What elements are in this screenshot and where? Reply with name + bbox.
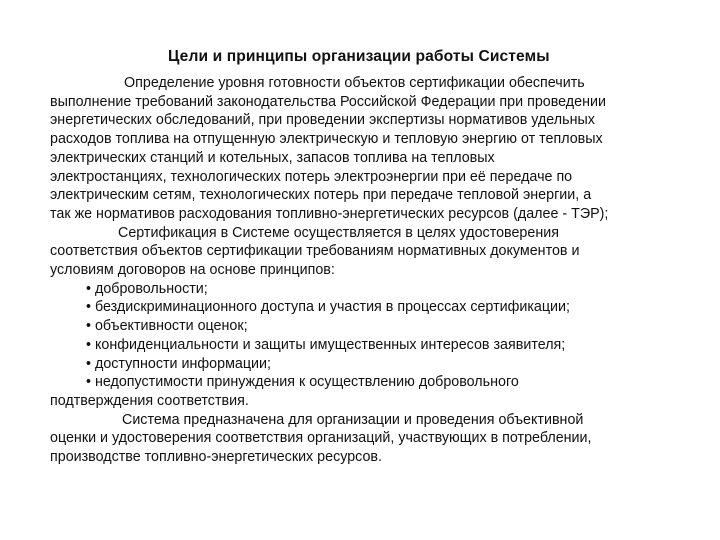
text-line: условиям договоров на основе принципов: <box>50 262 335 279</box>
list-item: • добровольности; <box>86 280 208 297</box>
list-item: • объективности оценок; <box>86 318 248 335</box>
text-line: расходов топлива на отпущенную электрическую и тепловую энергию от тепловых <box>50 131 603 148</box>
list-item: • доступности информации; <box>86 355 271 372</box>
list-item: • конфиденциальности и защиты имущественных интересов заявителя; <box>86 336 566 353</box>
list-item-continuation: подтверждения соответствия. <box>50 392 249 409</box>
text-line: соответствия объектов сертификации требованиям нормативных документов и <box>50 243 580 260</box>
text-line: электрическим сетям, технологических потерь при передаче тепловой энергии, а <box>50 187 592 204</box>
text-line: производстве топливно-энергетических ресурсов. <box>50 449 382 466</box>
text-line: электрических станций и котельных, запасов топлива на тепловых <box>50 149 495 166</box>
text-line: так же нормативов расходования топливно-энергетических ресурсов (далее - ТЭР); <box>50 205 609 222</box>
paragraph-system-purpose <box>50 411 690 467</box>
paragraph-certification <box>50 224 690 280</box>
paragraph-readiness <box>50 74 690 224</box>
text-line: электростанциях, технологических потерь электроэнергии при её передаче по <box>50 168 573 185</box>
text-line: выполнение требований законодательства Российской Федерации при проведении <box>50 93 606 110</box>
text-line: Система предназначена для организации и проведения объективной <box>122 411 584 428</box>
text-line: энергетических обследований, при проведении экспертизы нормативов удельных <box>50 112 595 129</box>
text-line: оценки и удостоверения соответствия организаций, участвующих в потреблении, <box>50 430 592 447</box>
text-line: Сертификация в Системе осуществляется в целях удостоверения <box>118 224 559 241</box>
page-title: Цели и принципы организации работы Системы <box>168 48 550 65</box>
principles-list <box>50 280 690 411</box>
text-line: Определение уровня готовности объектов сертификации обеспечить <box>124 75 585 91</box>
list-item: • недопустимости принуждения к осуществлению добровольного <box>86 374 519 391</box>
list-item: • бездискриминационного доступа и участия в процессах сертификации; <box>86 299 571 316</box>
body-text <box>50 74 690 467</box>
